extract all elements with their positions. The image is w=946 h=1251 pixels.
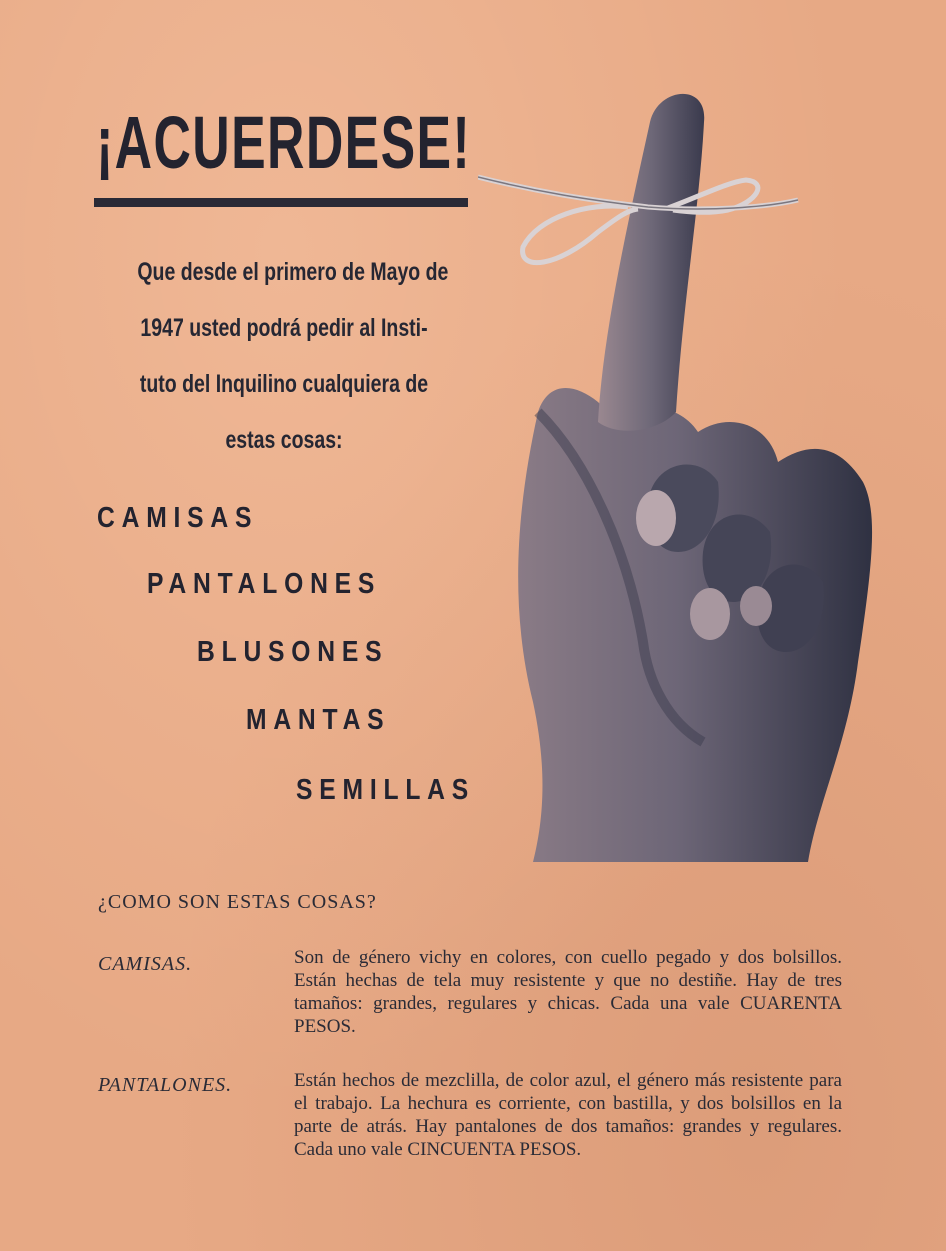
item-blusones: BLUSONES xyxy=(197,636,389,668)
desc-label-pantalones: PANTALONES. xyxy=(98,1074,233,1096)
intro-line: 1947 usted podrá pedir al Insti- xyxy=(140,314,428,342)
intro-line: Que desde el primero de Mayo de xyxy=(137,258,449,286)
item-pantalones: PANTALONES xyxy=(147,568,382,600)
item-semillas: SEMILLAS xyxy=(296,774,476,806)
headline: ¡ACUERDESE! xyxy=(96,101,472,184)
hand-with-string-illustration xyxy=(478,82,898,872)
intro-line: estas cosas: xyxy=(225,426,343,454)
intro-line: tuto del Inquilino cualquiera de xyxy=(139,370,429,398)
item-mantas: MANTAS xyxy=(246,704,391,736)
desc-label-camisas: CAMISAS. xyxy=(98,953,193,975)
desc-text-pantalones: Están hechos de mezclilla, de color azul, el género más resistente para el trabajo. La hechura es corriente, con bastilla, y dos bolsillos en la parte de atrás. Hay pantalones de dos tamaños: grandes y regulares. Cada uno vale CINCUENTA PESOS. xyxy=(294,1070,842,1160)
item-camisas: CAMISAS xyxy=(97,502,259,534)
desc-text-camisas: Son de género vichy en colores, con cuello pegado y dos bolsillos. Están hechas de tela muy resistente y que no destiñe. Hay de tres tamaños: grandes, regulares y chicas. Cada una vale CUARENTA PESOS. xyxy=(294,947,842,1037)
intro-paragraph xyxy=(96,244,472,468)
headline-underline xyxy=(94,198,468,207)
question-heading: ¿COMO SON ESTAS COSAS? xyxy=(98,891,377,913)
